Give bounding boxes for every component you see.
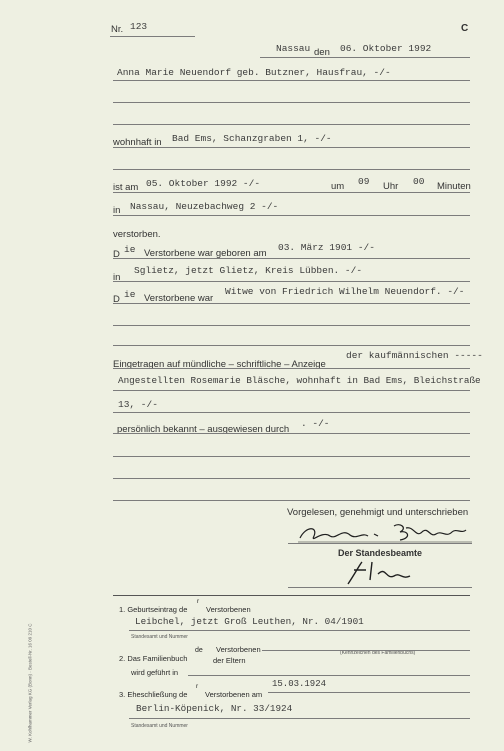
war-label: Verstorbene war — [144, 293, 214, 304]
birth-date-value: 03. März 1901 -/- — [278, 242, 375, 253]
minutes-value: 00 — [413, 176, 425, 187]
blank-line-4 — [113, 325, 470, 326]
item1-label2: Verstorbenen — [206, 605, 251, 614]
footer-divider — [113, 595, 470, 596]
in-line — [113, 215, 470, 216]
uhr-label: Uhr — [383, 181, 399, 192]
blank-line-3 — [113, 169, 470, 170]
person-value: Anna Marie Neuendorf geb. Butzner, Hausfrau, -/- — [117, 67, 391, 78]
person-line — [113, 80, 470, 81]
item1-value: Leibchel, jetzt Groß Leuthen, Nr. 04/1901 — [135, 616, 364, 627]
item2-de: de — [195, 647, 203, 654]
blank-line-7 — [113, 478, 470, 479]
den-label: den — [314, 47, 330, 58]
item1-caption: Standesamt und Nummer — [131, 634, 188, 640]
hour-value: 09 — [358, 176, 370, 187]
item2-verst: Verstorbenen — [216, 645, 261, 654]
item3-label2: Verstorbenen am — [205, 690, 263, 699]
signature-1-line — [288, 543, 472, 544]
wohnhaft-value: Bad Ems, Schanzgraben 1, -/- — [172, 133, 332, 144]
war-ie: ie — [124, 289, 136, 300]
item3-caption: Standesamt und Nummer — [131, 723, 188, 729]
item1-label: 1. Geburtseintrag de — [119, 605, 188, 614]
item2-line-a — [262, 650, 470, 651]
geboren-label: Verstorbene war geboren am — [144, 248, 267, 259]
wohnhaft-label: wohnhaft in — [113, 137, 162, 148]
birth-place-value: Sglietz, jetzt Glietz, Kreis Lübben. -/- — [134, 265, 363, 276]
geboren-line — [113, 258, 470, 259]
in2-label: in — [113, 272, 121, 283]
ist-am-line — [113, 192, 470, 193]
date-value: 06. Oktober 1992 — [340, 43, 432, 54]
war-prefix: D — [113, 294, 120, 305]
blank-line-1 — [113, 102, 470, 103]
bekannt-line — [113, 433, 470, 434]
ist-am-label: ist am — [113, 182, 139, 193]
nr-label: Nr. — [111, 24, 124, 35]
eingetragen-label: Eingetragen auf mündliche – schriftliche – Anzeige — [113, 359, 326, 370]
signature-2-image — [342, 558, 432, 588]
item2-line-b — [188, 675, 470, 676]
eingetragen-line — [113, 368, 470, 369]
item2-kenn: (Kennzeichen des Familienbuchs) — [340, 650, 416, 656]
signature-2-line — [288, 587, 472, 588]
item3-label: 3. Eheschließung de — [119, 690, 188, 699]
anzeige-line-2: Angestellten Rosemarie Bläsche, wohnhaft in Bad Ems, Bleichstraße — [118, 375, 481, 386]
item3-date: 15.03.1924 — [272, 679, 327, 689]
item1-line — [129, 630, 470, 631]
anzeige-line-1: der kaufmännischen ----- — [346, 350, 483, 361]
item3-line — [129, 718, 470, 719]
item2-label: 2. Das Familienbuch — [119, 654, 188, 663]
anzeige-line-3: 13, -/- — [118, 399, 158, 410]
nr-value: 123 — [130, 21, 148, 32]
minuten-label: Minuten — [437, 181, 471, 192]
anzeige-line-3-rule — [113, 412, 470, 413]
death-place-value: Nassau, Neuzebachweg 2 -/- — [130, 201, 279, 212]
bekannt-value: . -/- — [301, 418, 330, 429]
publisher-side-text: W. Kohlhammer Verlag KG (Bonn) · Bestell-Nr. 16 09 210 C — [27, 623, 33, 743]
item3-sup: r — [196, 683, 199, 690]
item2-wird: wird geführt in — [131, 668, 179, 677]
blank-line-6 — [113, 456, 470, 457]
geboren-prefix: D — [113, 249, 120, 260]
war-line — [113, 303, 470, 304]
anzeige-line-2-rule — [113, 390, 470, 391]
war-value: Witwe von Friedrich Wilhelm Neuendorf. -/- — [225, 286, 465, 297]
death-date-value: 05. Oktober 1992 -/- — [146, 178, 261, 189]
verstorben-label: verstorben. — [113, 229, 161, 240]
item3-value: Berlin-Köpenick, Nr. 33/1924 — [136, 703, 293, 714]
date-line — [260, 57, 470, 58]
geboren-ie: ie — [124, 244, 136, 255]
in-label: in — [113, 205, 121, 216]
vorgelesen-label: Vorgelesen, genehmigt und unterschrieben — [287, 507, 469, 518]
birth-place-line — [113, 281, 470, 282]
item2-eltern: der Eltern — [213, 656, 246, 665]
item1-sup: r — [197, 598, 200, 605]
um-label: um — [331, 181, 345, 192]
item3-date-line — [268, 692, 470, 693]
form-letter: C — [461, 23, 469, 34]
nr-line — [110, 36, 195, 37]
standesbeamte-label: Der Standesbeamte — [338, 548, 423, 558]
blank-line-2 — [113, 124, 470, 125]
wohnhaft-line — [113, 147, 470, 148]
place-value: Nassau — [276, 43, 311, 54]
blank-line-8 — [113, 500, 470, 501]
blank-line-5 — [113, 345, 470, 346]
bekannt-label: persönlich bekannt – ausgewiesen durch — [117, 424, 290, 435]
